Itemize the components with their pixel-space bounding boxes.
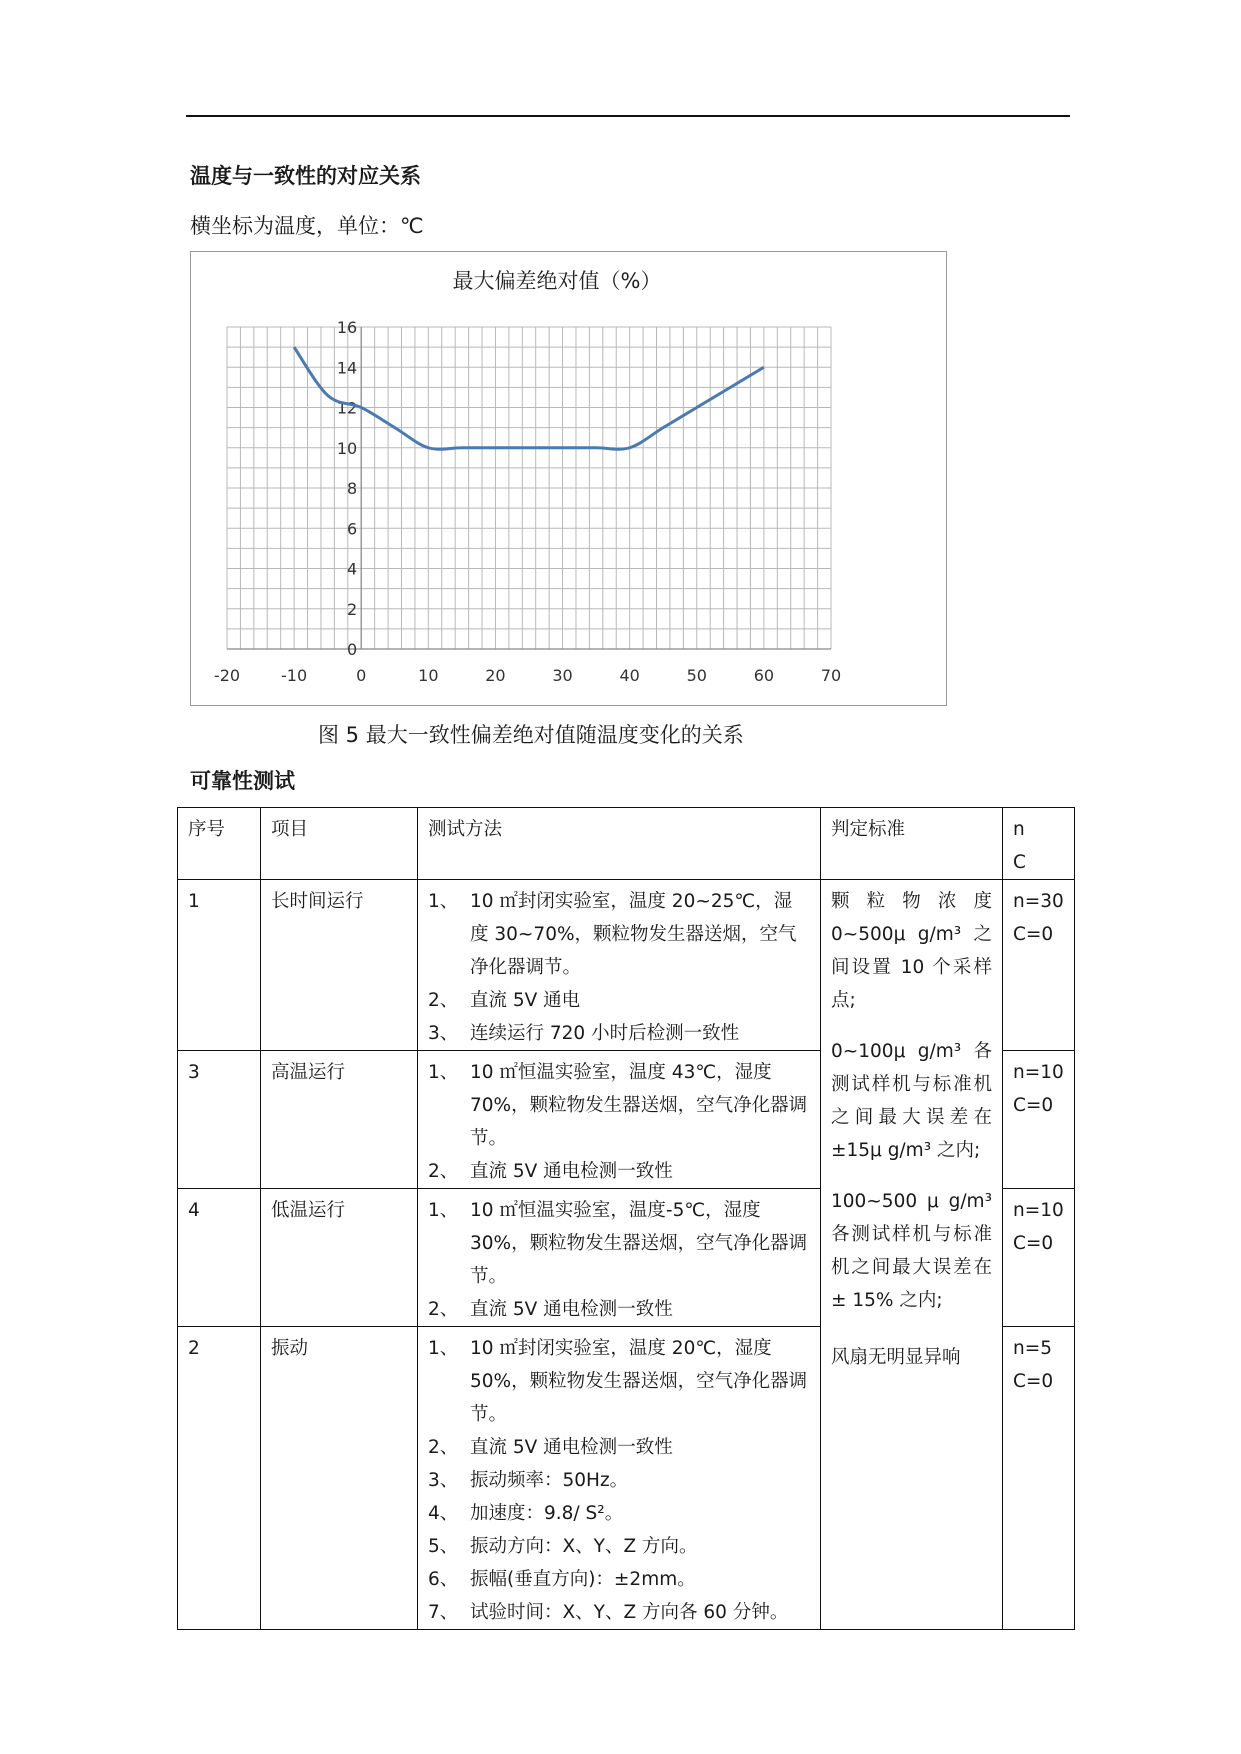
table-header-row [178, 808, 1075, 880]
y-tick-label: 12 [336, 398, 358, 418]
y-tick-label: 6 [347, 519, 358, 539]
header-rule [186, 115, 1070, 117]
header-no: 序号 [178, 808, 261, 880]
x-tick-label: -20 [213, 666, 241, 685]
method-step: 4、 加速度：9.8/ S²。 [428, 1503, 624, 1524]
y-tick-label: 16 [336, 318, 358, 337]
x-tick-label: 70 [820, 666, 842, 685]
row-method [418, 880, 821, 1051]
header-nc: n C [1003, 808, 1075, 880]
judgement-text: 100~500 μ g/m³ 各测试样机与标准机之间最大误差在± 15% 之内; [831, 1191, 992, 1311]
row-method [418, 1327, 821, 1630]
y-tick-label: 14 [336, 358, 358, 378]
y-tick-label: 0 [347, 640, 358, 659]
method-step: 2、 直流 5V 通电检测一致性 [428, 1161, 673, 1182]
row-nc: n=30 C=0 [1003, 880, 1075, 1051]
reliability-table [177, 807, 1075, 1630]
method-step: 2、 直流 5V 通电检测一致性 [428, 1437, 673, 1458]
row-nc: n=10 C=0 [1003, 1189, 1075, 1327]
row-no: 3 [178, 1051, 261, 1189]
header-item: 项目 [261, 808, 418, 880]
x-tick-label: 30 [552, 666, 573, 685]
method-step: 2、 直流 5V 通电检测一致性 [428, 1299, 673, 1320]
judgement-cell [821, 880, 1003, 1630]
y-tick-label: 8 [347, 479, 358, 498]
method-step: 2、 直流 5V 通电 [428, 990, 581, 1011]
row-item: 低温运行 [261, 1189, 418, 1327]
x-tick-label: -10 [281, 666, 308, 685]
line-chart [191, 252, 948, 707]
row-item: 振动 [261, 1327, 418, 1630]
method-step: 3、 连续运行 720 小时后检测一致性 [428, 1023, 740, 1044]
row-no: 1 [178, 880, 261, 1051]
method-step: 1、 10 ㎡恒温实验室，温度-5℃，湿度 30%，颗粒物发生器送烟，空气净化器调节。 [428, 1200, 808, 1287]
row-no: 4 [178, 1189, 261, 1327]
method-step: 5、 振动方向：X、Y、Z 方向。 [428, 1536, 698, 1557]
row-nc: n=5 C=0 [1003, 1327, 1075, 1630]
table-row [178, 880, 1075, 1051]
row-item: 高温运行 [261, 1051, 418, 1189]
x-tick-label: 60 [753, 666, 775, 685]
series-line [294, 347, 764, 449]
method-step: 1、 10 ㎡封闭实验室，温度 20~25℃，湿度 30~70%，颗粒物发生器送烟，空气净化器调节。 [428, 891, 797, 978]
judgement-text: 颗粒物浓度 0~500μ g/m³ 之间设置 10 个采样点; [831, 891, 992, 1011]
header-method: 测试方法 [418, 808, 821, 880]
row-item: 长时间运行 [261, 880, 418, 1051]
method-step: 1、 10 ㎡恒温实验室，温度 43℃，湿度 70%，颗粒物发生器送烟，空气净化器调节。 [428, 1062, 808, 1149]
judgement-text: 风扇无明显异响 [831, 1347, 961, 1368]
x-tick-label: 40 [619, 666, 640, 685]
method-step: 7、 试验时间：X、Y、Z 方向各 60 分钟。 [428, 1602, 789, 1623]
header-judgement: 判定标准 [821, 808, 1003, 880]
method-step: 6、 振幅(垂直方向)：±2mm。 [428, 1569, 696, 1590]
y-tick-label: 4 [347, 559, 358, 579]
method-step: 1、 10 ㎡封闭实验室，温度 20℃，湿度 50%，颗粒物发生器送烟，空气净化器调节。 [428, 1338, 808, 1425]
x-tick-label: 20 [485, 666, 506, 685]
method-step: 3、 振动频率：50Hz。 [428, 1470, 629, 1491]
judgement-text: 0~100μ g/m³ 各测试样机与标准机之间最大误差在±15μ g/m³ 之内; [831, 1041, 992, 1161]
x-tick-label: 50 [686, 666, 707, 685]
chart-section-heading: 温度与一致性的对应关系 [190, 164, 421, 188]
chart-container [190, 251, 947, 706]
y-tick-label: 2 [347, 599, 358, 619]
row-no: 2 [178, 1327, 261, 1630]
chart-title: 最大偏差绝对值（%） [452, 269, 662, 293]
row-nc: n=10 C=0 [1003, 1051, 1075, 1189]
x-tick-label: 0 [356, 666, 367, 685]
row-method [418, 1189, 821, 1327]
x-tick-label: 10 [418, 666, 439, 685]
table-section-heading: 可靠性测试 [190, 769, 295, 793]
figure-caption: 图 5 最大一致性偏差绝对值随温度变化的关系 [318, 723, 744, 747]
row-method [418, 1051, 821, 1189]
y-tick-label: 10 [336, 438, 358, 458]
axis-note: 横坐标为温度，单位：℃ [190, 214, 424, 238]
